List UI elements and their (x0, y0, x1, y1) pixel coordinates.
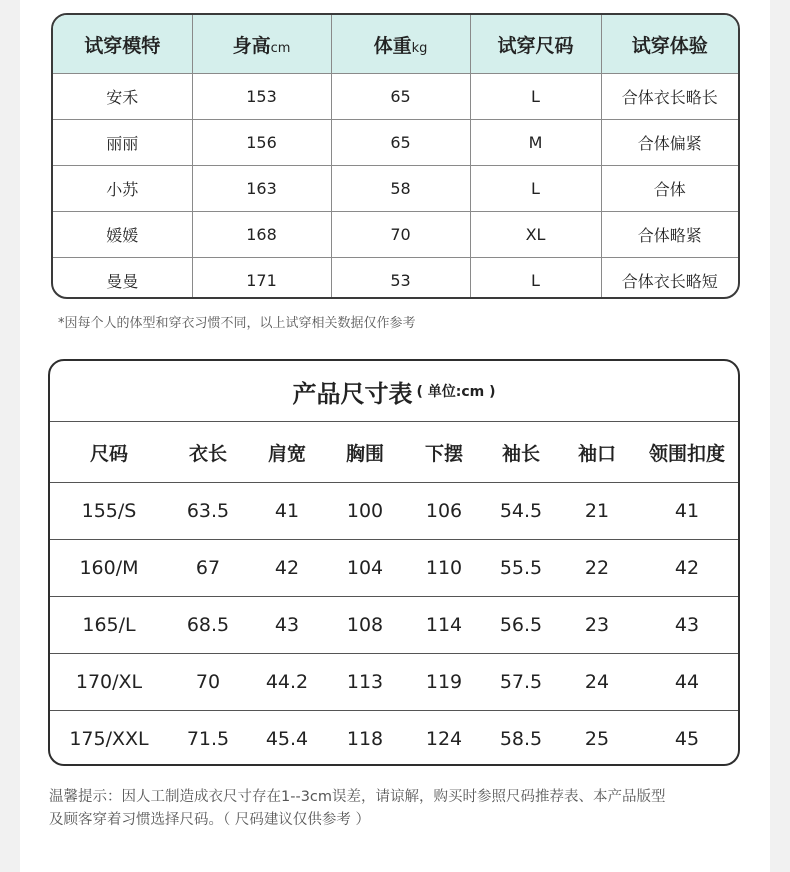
tryon-cell: 合体 (601, 166, 738, 212)
size-header-cell: 袖长 (484, 422, 558, 483)
size-header-cell: 下摆 (404, 422, 484, 483)
tryon-cell: 171 (192, 258, 331, 300)
tryon-note: *因每个人的体型和穿衣习惯不同，以上试穿相关数据仅作参考 (58, 316, 416, 331)
size-cell: 114 (404, 597, 484, 654)
size-note (49, 786, 749, 832)
tryon-cell: 小苏 (53, 166, 192, 212)
tryon-header-height: 身高cm (192, 15, 331, 74)
size-cell: 57.5 (484, 654, 558, 711)
tryon-cell: L (470, 166, 601, 212)
table-row (53, 166, 738, 212)
size-chart-title (50, 361, 738, 422)
size-cell: 175/XXL (69, 728, 149, 750)
table-row (50, 711, 738, 767)
table-row (53, 258, 738, 300)
tryon-cell: 媛媛 (53, 212, 192, 258)
tryon-cell: 合体偏紧 (601, 120, 738, 166)
size-cell: 23 (558, 597, 636, 654)
tryon-header-model: 试穿模特 (53, 15, 192, 74)
table-row (50, 597, 738, 654)
size-cell: 160/M (50, 540, 168, 597)
tryon-cell: 曼曼 (53, 258, 192, 300)
tryon-cell: 丽丽 (53, 120, 192, 166)
size-cell: 68.5 (168, 597, 248, 654)
tryon-header-weight: 体重kg (331, 15, 470, 74)
size-cell: 42 (248, 540, 326, 597)
size-cell: 25 (584, 728, 610, 750)
size-cell: 41 (636, 483, 738, 540)
size-chart (48, 359, 740, 766)
size-cell: 106 (404, 483, 484, 540)
size-cell: 55.5 (484, 540, 558, 597)
tryon-cell: 153 (192, 74, 331, 120)
size-cell: 22 (558, 540, 636, 597)
size-header-row (50, 422, 738, 483)
tryon-cell: L (470, 74, 601, 120)
size-cell: 110 (404, 540, 484, 597)
tryon-cell: 65 (331, 120, 470, 166)
table-row (53, 120, 738, 166)
tryon-cell: 65 (331, 74, 470, 120)
size-cell: 44 (636, 654, 738, 711)
size-cell: 119 (404, 654, 484, 711)
tryon-cell: 163 (192, 166, 331, 212)
size-chart-unit: ( 单位:cm ) (416, 384, 496, 400)
tryon-cell: 合体衣长略短 (621, 272, 718, 291)
table-row (53, 212, 738, 258)
tryon-cell: 156 (192, 120, 331, 166)
tryon-cell: 58 (331, 166, 470, 212)
size-cell: 43 (248, 597, 326, 654)
size-cell: 45.4 (265, 728, 309, 750)
table-row (50, 483, 738, 540)
size-header-cell: 尺码 (50, 422, 168, 483)
size-note-line: 温馨提示：因人工制造成衣尺寸存在1--3cm误差，请谅解，购买时参照尺码推荐表、本产品版型 (49, 789, 666, 805)
size-cell: 113 (326, 654, 404, 711)
size-cell: 67 (168, 540, 248, 597)
tryon-cell: 合体略紧 (601, 212, 738, 258)
tryon-cell: L (470, 258, 601, 300)
size-cell: 155/S (50, 483, 168, 540)
size-cell: 108 (326, 597, 404, 654)
size-cell: 170/XL (50, 654, 168, 711)
tryon-header-size: 试穿尺码 (470, 15, 601, 74)
table-row (50, 540, 738, 597)
size-cell: 42 (636, 540, 738, 597)
size-cell: 124 (425, 728, 463, 750)
tryon-cell: 70 (331, 212, 470, 258)
size-cell: 43 (636, 597, 738, 654)
size-cell: 71.5 (186, 728, 230, 750)
size-cell: 44.2 (248, 654, 326, 711)
size-cell: 165/L (50, 597, 168, 654)
tryon-cell: 安禾 (53, 74, 192, 120)
tryon-table (51, 13, 740, 299)
size-cell: 70 (168, 654, 248, 711)
size-note-line: 及顾客穿着习惯选择尺码。（ 尺码建议仅供参考 ） (49, 812, 370, 828)
tryon-cell: 168 (192, 212, 331, 258)
tryon-cell: XL (470, 212, 601, 258)
size-header-cell: 领围扣度 (636, 422, 738, 483)
table-row (50, 654, 738, 711)
tryon-cell: 合体衣长略长 (601, 74, 738, 120)
size-header-cell: 衣长 (168, 422, 248, 483)
size-cell: 24 (558, 654, 636, 711)
size-cell: 100 (326, 483, 404, 540)
size-cell: 58.5 (499, 728, 543, 750)
size-cell: 45 (674, 728, 700, 750)
size-header-cell: 袖口 (558, 422, 636, 483)
size-cell: 118 (346, 728, 384, 750)
size-header-cell: 胸围 (326, 422, 404, 483)
size-cell: 21 (558, 483, 636, 540)
tryon-header-row (53, 15, 738, 74)
size-cell: 63.5 (168, 483, 248, 540)
size-cell: 54.5 (484, 483, 558, 540)
size-cell: 41 (248, 483, 326, 540)
tryon-cell: 53 (331, 258, 470, 300)
tryon-header-experience: 试穿体验 (601, 15, 738, 74)
table-row (53, 74, 738, 120)
size-chart-title-text: 产品尺寸表 (292, 379, 413, 408)
size-cell: 104 (326, 540, 404, 597)
tryon-cell: M (470, 120, 601, 166)
size-header-cell: 肩宽 (248, 422, 326, 483)
size-cell: 56.5 (484, 597, 558, 654)
